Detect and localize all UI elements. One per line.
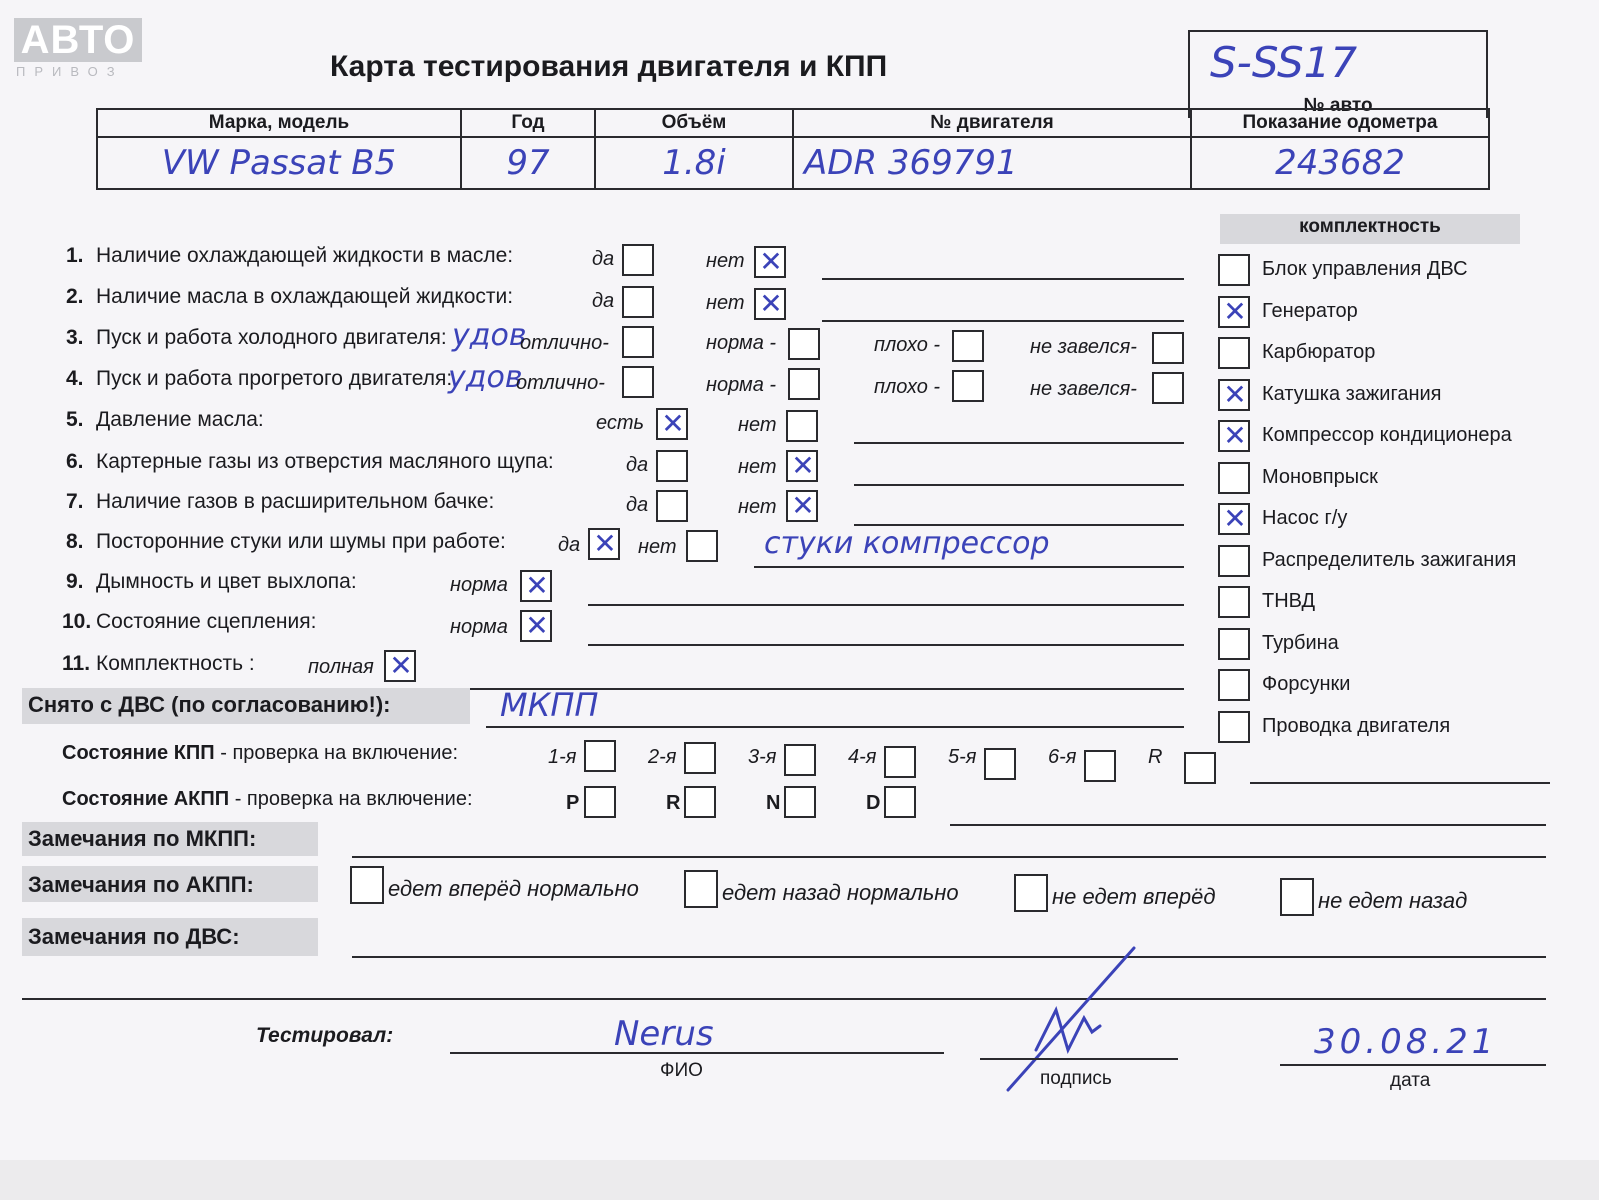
complete-item-label: Катушка зажигания xyxy=(1262,382,1442,405)
odometer-value: 243682 xyxy=(1191,137,1489,189)
kpp-gear-checkbox[interactable] xyxy=(884,746,916,778)
car-number-label: № авто xyxy=(1188,94,1488,118)
q4-normal-checkbox[interactable] xyxy=(788,368,820,400)
q4-not-started-label: не завелся- xyxy=(1030,378,1137,400)
date-line xyxy=(1280,1064,1546,1066)
q3-normal-label: норма - xyxy=(706,332,777,354)
complete-item-label: Распределитель зажигания xyxy=(1262,548,1517,571)
question-text: Давление масла: xyxy=(96,408,264,431)
complete-checkbox-8[interactable] xyxy=(1218,586,1250,618)
q3-bad-checkbox[interactable] xyxy=(952,330,984,362)
akpp-mode-label: N xyxy=(766,792,781,814)
question-text: Комплектность : xyxy=(96,652,255,675)
remarks-bottom-line xyxy=(22,998,1546,1000)
q2-yes-label: да xyxy=(592,290,615,312)
akpp-label-rest: - проверка на включение: xyxy=(229,788,473,810)
question-number: 2. xyxy=(66,285,84,308)
question-text: Пуск и работа холодного двигателя: xyxy=(96,326,447,349)
company-logo-subtitle: ПРИВОЗ xyxy=(16,64,124,79)
car-number-value: S-SS17 xyxy=(1210,38,1358,87)
kpp-gear-label: R xyxy=(1148,746,1163,768)
remarks-dvs-label: Замечания по ДВС: xyxy=(28,924,240,949)
col-odometer: Показание одометра xyxy=(1191,109,1489,137)
complete-checkbox-2[interactable] xyxy=(1218,337,1250,369)
volume-value: 1.8i xyxy=(595,137,793,189)
complete-item-label: Турбина xyxy=(1262,631,1339,654)
removed-line xyxy=(486,726,1184,728)
q6-note-line xyxy=(854,484,1184,486)
q10-note-line xyxy=(588,644,1184,646)
q1-no-label: нет xyxy=(706,250,745,272)
complete-checkbox-0[interactable] xyxy=(1218,254,1250,286)
q6-yes-label: да xyxy=(626,454,649,476)
q10-normal-label: норма xyxy=(450,616,508,638)
fio-label: ФИО xyxy=(660,1060,703,1081)
kpp-label-bold: Состояние КПП xyxy=(62,742,215,764)
q1-yes-checkbox[interactable] xyxy=(622,244,654,276)
kpp-gear-label: 2-я xyxy=(648,746,677,768)
q11-full-checkbox[interactable] xyxy=(384,650,416,682)
car-number-box xyxy=(1188,30,1488,96)
kpp-label-rest: - проверка на включение: xyxy=(214,742,459,764)
q11-full-label: полная xyxy=(308,656,374,678)
q3-handwritten: удов xyxy=(452,318,527,353)
complete-checkbox-6[interactable] xyxy=(1218,503,1250,535)
remarks-akpp-label: Замечания по АКПП: xyxy=(28,872,254,897)
q2-no-label: нет xyxy=(706,292,745,314)
akpp-remark-checkbox[interactable] xyxy=(684,870,718,908)
q4-excellent-checkbox[interactable] xyxy=(622,366,654,398)
q2-note-line xyxy=(822,320,1184,322)
question-text: Наличие газов в расширительном бачке: xyxy=(96,490,495,513)
col-year: Год xyxy=(461,109,595,137)
question-text: Состояние сцепления: xyxy=(96,610,317,633)
col-brand-model: Марка, модель xyxy=(97,109,461,137)
q8-yes-checkbox[interactable] xyxy=(588,528,620,560)
q2-no-checkbox[interactable] xyxy=(754,288,786,320)
q2-yes-checkbox[interactable] xyxy=(622,286,654,318)
tested-by-label: Тестировал: xyxy=(256,1024,394,1047)
remarks-mkpp-label: Замечания по МКПП: xyxy=(28,826,257,851)
question-text: Наличие масла в охлаждающей жидкости: xyxy=(96,285,514,308)
kpp-gear-label: 4-я xyxy=(848,746,877,768)
complete-item-label: Блок управления ДВС xyxy=(1262,258,1468,280)
q8-no-label: нет xyxy=(638,536,677,558)
question-number: 8. xyxy=(66,530,84,553)
q8-yes-label: да xyxy=(558,534,581,556)
akpp-note-line xyxy=(950,824,1546,826)
q3-not-started-label: не завелся- xyxy=(1030,336,1137,358)
q7-no-checkbox[interactable] xyxy=(786,490,818,522)
vehicle-info-table xyxy=(96,108,1490,190)
akpp-remark-label: не едет назад xyxy=(1318,888,1468,913)
q7-no-label: нет xyxy=(738,496,777,518)
q4-normal-label: норма - xyxy=(706,374,777,396)
akpp-label xyxy=(62,788,473,811)
removed-label: Снято с ДВС (по согласованию!): xyxy=(28,692,391,717)
question-text: Картерные газы из отверстия масляного щупа: xyxy=(96,450,554,473)
complete-checkbox-4[interactable] xyxy=(1218,420,1250,452)
q1-no-checkbox[interactable] xyxy=(754,246,786,278)
q4-excellent-label: отлично- xyxy=(516,372,605,394)
tester-name-handwritten: Nerus xyxy=(614,1014,714,1054)
kpp-gear-checkbox[interactable] xyxy=(584,740,616,772)
q1-note-line xyxy=(822,278,1184,280)
complete-checkbox-7[interactable] xyxy=(1218,545,1250,577)
kpp-note-line xyxy=(1250,782,1550,784)
q3-excellent-checkbox[interactable] xyxy=(622,326,654,358)
q5-is-checkbox[interactable] xyxy=(656,408,688,440)
q3-bad-label: плохо - xyxy=(874,334,941,356)
question-text: Наличие охлаждающей жидкости в масле: xyxy=(96,244,514,267)
q10-normal-checkbox[interactable] xyxy=(520,610,552,642)
signature-label: подпись xyxy=(1040,1068,1112,1089)
question-number: 5. xyxy=(66,408,84,431)
removed-handwritten: МКПП xyxy=(500,686,599,724)
question-number: 6. xyxy=(66,450,84,473)
complete-checkbox-9[interactable] xyxy=(1218,628,1250,660)
complete-item-label: ТНВД xyxy=(1262,590,1316,612)
q1-yes-label: да xyxy=(592,248,615,270)
kpp-gear-checkbox[interactable] xyxy=(784,744,816,776)
complete-item-label: Насос г/у xyxy=(1262,507,1348,529)
akpp-mode-label: D xyxy=(866,792,881,814)
kpp-gear-checkbox[interactable] xyxy=(1184,752,1216,784)
q5-note-line xyxy=(854,442,1184,444)
akpp-mode-checkbox[interactable] xyxy=(684,786,716,818)
col-engine-number: № двигателя xyxy=(793,109,1191,137)
kpp-label xyxy=(62,742,458,765)
question-text: Дымность и цвет выхлопа: xyxy=(96,570,357,593)
q4-bad-label: плохо - xyxy=(874,376,941,398)
kpp-gear-label: 3-я xyxy=(748,746,777,768)
fio-line xyxy=(450,1052,944,1054)
signature-line xyxy=(980,1058,1178,1060)
complete-section-title: комплектность xyxy=(1299,216,1441,237)
col-volume: Объём xyxy=(595,109,793,137)
q9-normal-checkbox[interactable] xyxy=(520,570,552,602)
question-number: 4. xyxy=(66,367,84,390)
date-handwritten: 30.08.21 xyxy=(1314,1022,1498,1062)
year-value: 97 xyxy=(461,137,595,189)
q4-handwritten: удов xyxy=(448,360,523,395)
akpp-remark-label: не едет вперёд xyxy=(1052,884,1216,909)
brand-model-value: VW Passat B5 xyxy=(97,137,461,189)
engine-number-value: ADR 369791 xyxy=(793,137,1191,189)
q9-note-line xyxy=(588,604,1184,606)
company-logo: АВТО xyxy=(14,18,142,62)
akpp-mode-checkbox[interactable] xyxy=(584,786,616,818)
complete-checkbox-11[interactable] xyxy=(1218,711,1250,743)
akpp-mode-checkbox[interactable] xyxy=(784,786,816,818)
complete-checkbox-3[interactable] xyxy=(1218,379,1250,411)
q8-no-checkbox[interactable] xyxy=(686,530,718,562)
question-number: 7. xyxy=(66,490,84,513)
akpp-remark-checkbox[interactable] xyxy=(350,866,384,904)
kpp-gear-checkbox[interactable] xyxy=(1084,750,1116,782)
q4-not-started-checkbox[interactable] xyxy=(1152,372,1184,404)
question-number: 3. xyxy=(66,326,84,349)
question-number: 9. xyxy=(66,570,84,593)
kpp-gear-label: 5-я xyxy=(948,746,977,768)
complete-checkbox-10[interactable] xyxy=(1218,669,1250,701)
q9-normal-label: норма xyxy=(450,574,508,596)
q6-no-label: нет xyxy=(738,456,777,478)
q5-no-label: нет xyxy=(738,414,777,436)
question-text: Посторонние стуки или шумы при работе: xyxy=(96,530,506,553)
q3-normal-checkbox[interactable] xyxy=(788,328,820,360)
q6-yes-checkbox[interactable] xyxy=(656,450,688,482)
question-text: Пуск и работа прогретого двигателя: xyxy=(96,367,453,390)
complete-item-label: Моновпрыск xyxy=(1262,465,1378,488)
complete-item-label: Карбюратор xyxy=(1262,341,1376,363)
kpp-gear-checkbox[interactable] xyxy=(684,742,716,774)
question-number: 10. xyxy=(62,610,92,633)
question-number: 11. xyxy=(62,652,91,675)
q7-yes-label: да xyxy=(626,494,649,516)
kpp-gear-label: 1-я xyxy=(548,746,577,768)
complete-item-label: Компрессор кондиционера xyxy=(1262,424,1512,446)
kpp-gear-checkbox[interactable] xyxy=(984,748,1016,780)
q8-note-line xyxy=(754,566,1184,568)
q3-excellent-label: отлично- xyxy=(520,332,609,354)
akpp-mode-label: R xyxy=(666,792,681,814)
akpp-remark-label: едет назад нормально xyxy=(722,880,959,905)
complete-item-label: Генератор xyxy=(1262,299,1358,322)
akpp-remark-checkbox[interactable] xyxy=(1280,878,1314,916)
q5-no-checkbox[interactable] xyxy=(786,410,818,442)
remarks-mkpp-line xyxy=(352,856,1546,858)
akpp-remark-label: едет вперёд нормально xyxy=(388,876,639,901)
q3-not-started-checkbox[interactable] xyxy=(1152,332,1184,364)
akpp-mode-checkbox[interactable] xyxy=(884,786,916,818)
remarks-dvs-line xyxy=(352,956,1546,958)
q8-handwritten-note: стуки компрессор xyxy=(764,526,1050,561)
q6-no-checkbox[interactable] xyxy=(786,450,818,482)
date-label: дата xyxy=(1390,1070,1431,1091)
complete-checkbox-5[interactable] xyxy=(1218,462,1250,494)
complete-item-label: Проводка двигателя xyxy=(1262,714,1451,737)
kpp-gear-label: 6-я xyxy=(1048,746,1077,768)
akpp-label-bold: Состояние АКПП xyxy=(62,788,230,810)
q4-bad-checkbox[interactable] xyxy=(952,370,984,402)
akpp-remark-checkbox[interactable] xyxy=(1014,874,1048,912)
q5-is-label: есть xyxy=(596,412,645,434)
complete-checkbox-1[interactable] xyxy=(1218,296,1250,328)
akpp-mode-label: P xyxy=(566,792,580,814)
complete-item-label: Форсунки xyxy=(1262,673,1351,695)
form-title: Карта тестирования двигателя и КПП xyxy=(330,50,888,83)
q7-yes-checkbox[interactable] xyxy=(656,490,688,522)
question-number: 1. xyxy=(66,244,84,267)
